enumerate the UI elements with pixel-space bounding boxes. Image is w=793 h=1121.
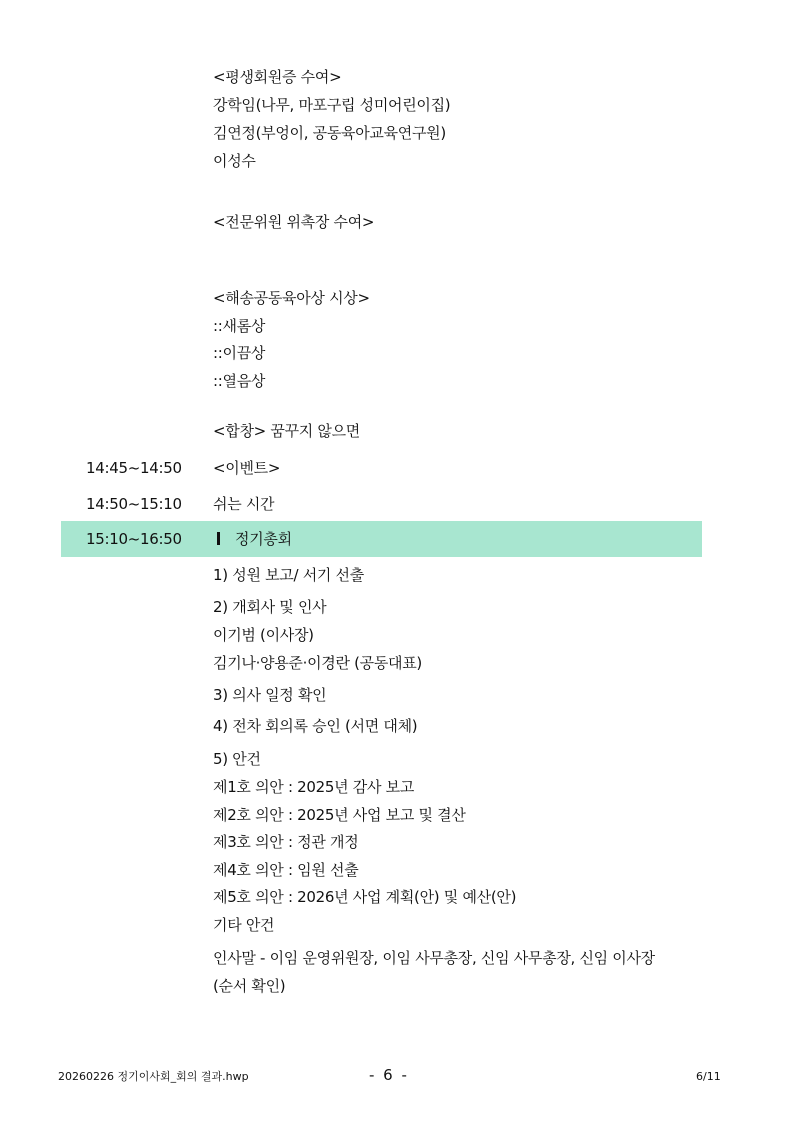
lifetime-member-2: 김연정(부엉이, 공동육아교육연구원) xyxy=(213,124,446,142)
schedule-time-general-meeting: 15:10~16:50 xyxy=(86,530,182,548)
agenda-item-1: 1) 성원 보고/ 서기 선출 xyxy=(213,566,364,584)
footer-page-number: - 6 - xyxy=(369,1066,409,1084)
closing-greeting-note: (순서 확인) xyxy=(213,977,286,995)
expert-appointment-heading: <전문위원 위촉장 수여> xyxy=(213,213,375,231)
schedule-item-break: 쉬는 시간 xyxy=(213,495,275,513)
haesong-award-heading: <해송공동육아상 시상> xyxy=(213,289,370,307)
schedule-time-break: 14:50~15:10 xyxy=(86,495,182,513)
chorus-line: <합창> 꿈꾸지 않으면 xyxy=(213,422,360,440)
footer-filename: 20260226 정기이사회_회의 결과.hwp xyxy=(58,1070,249,1083)
bill-4: 제4호 의안 : 임원 선출 xyxy=(213,861,359,879)
haesong-prize-3: ::열음상 xyxy=(213,372,266,390)
section-marker-bar xyxy=(217,532,220,545)
bill-5: 제5호 의안 : 2026년 사업 계획(안) 및 예산(안) xyxy=(213,888,517,906)
lifetime-membership-heading: <평생회원증 수여> xyxy=(213,68,342,86)
agenda-item-2: 2) 개회사 및 인사 xyxy=(213,598,327,616)
haesong-prize-2: ::이끔상 xyxy=(213,344,266,362)
bill-2: 제2호 의안 : 2025년 사업 보고 및 결산 xyxy=(213,806,466,824)
lifetime-member-1: 강학임(나무, 마포구립 성미어린이집) xyxy=(213,96,451,114)
schedule-item-general-meeting: 정기총회 xyxy=(235,530,292,548)
bill-3: 제3호 의안 : 정관 개정 xyxy=(213,833,359,851)
footer-page-count: 6/11 xyxy=(696,1070,721,1083)
agenda-item-3: 3) 의사 일정 확인 xyxy=(213,686,327,704)
schedule-time-event: 14:45~14:50 xyxy=(86,459,182,477)
bill-1: 제1호 의안 : 2025년 감사 보고 xyxy=(213,778,415,796)
haesong-prize-1: ::새롬상 xyxy=(213,317,266,335)
bill-other: 기타 안건 xyxy=(213,916,275,934)
lifetime-member-3: 이성수 xyxy=(213,152,256,170)
agenda-item-5: 5) 안건 xyxy=(213,750,261,768)
agenda-item-2-speaker-2: 김기나·양용준·이경란 (공동대표) xyxy=(213,654,422,672)
agenda-item-2-speaker-1: 이기범 (이사장) xyxy=(213,626,314,644)
schedule-item-event: <이벤트> xyxy=(213,459,281,477)
closing-greeting-line: 인사말 - 이임 운영위원장, 이임 사무총장, 신임 사무총장, 신임 이사장 xyxy=(213,949,655,967)
agenda-item-4: 4) 전차 회의록 승인 (서면 대체) xyxy=(213,717,418,735)
